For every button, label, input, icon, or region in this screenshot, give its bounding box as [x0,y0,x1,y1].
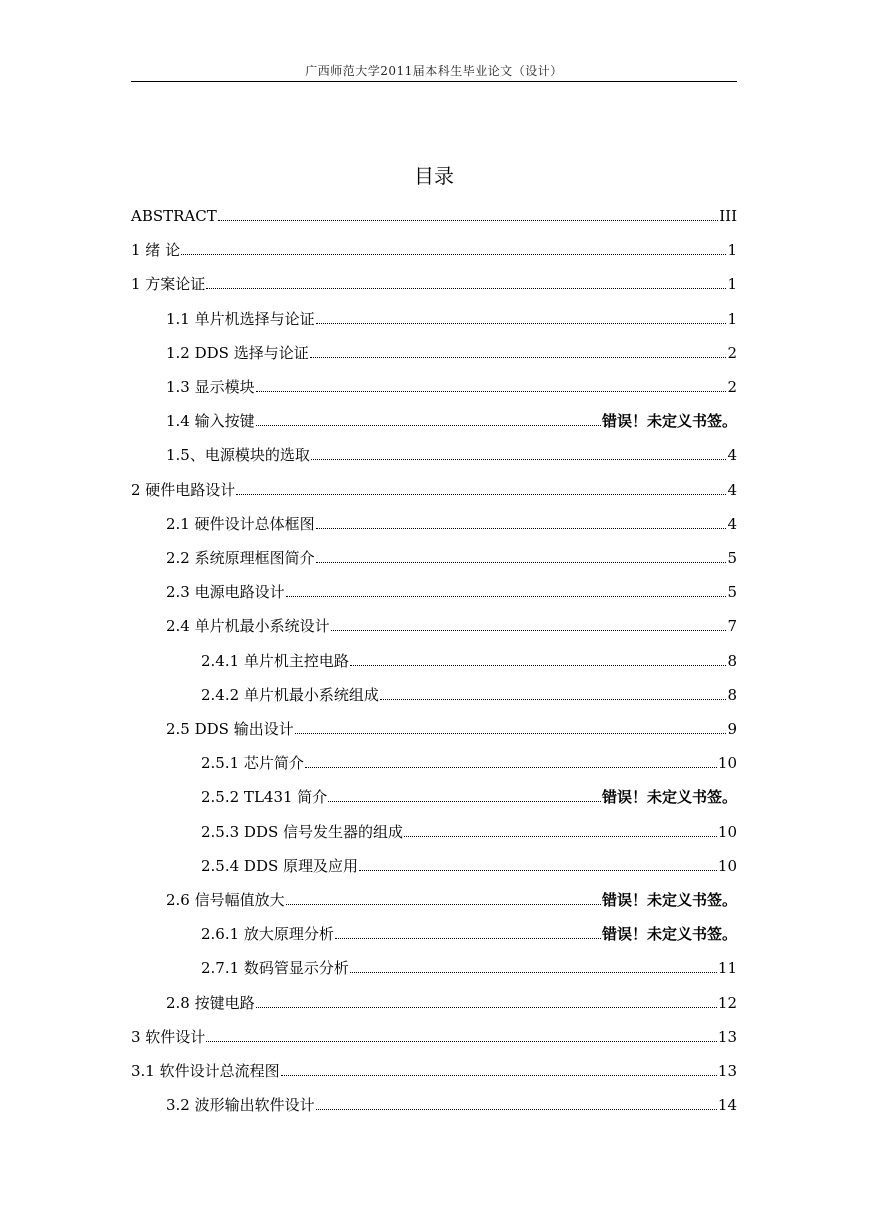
toc-dot-leader [404,836,717,837]
toc-entry-page: 10 [717,856,737,875]
toc-entry-page: 10 [717,754,737,773]
toc-entry[interactable] [131,303,737,329]
toc-entry-page: 2 [727,343,737,362]
toc-entry-label: 1.4 输入按键 [166,412,255,431]
toc-dot-leader [380,699,727,700]
toc-dot-leader [286,904,601,905]
toc-entry[interactable] [131,781,737,807]
toc-entry-page: 1 [727,241,737,260]
toc-entry-error: 错误！未定义书签。 [601,925,737,944]
toc-dot-leader [316,1109,717,1110]
toc-entry-label: 1.2 DDS 选择与论证 [166,343,309,362]
toc-entry-page: 8 [727,685,737,704]
toc-dot-leader [305,767,717,768]
toc-entry-page: 10 [717,822,737,841]
toc-entry[interactable] [131,337,737,363]
toc-title: 目录 [414,164,454,188]
toc-dot-leader [236,494,726,495]
toc-entry-label: 2.5.3 DDS 信号发生器的组成 [201,822,404,841]
toc-dot-leader [310,357,727,358]
toc-entry-label: 2.4.2 单片机最小系统组成 [201,685,379,704]
toc-entry-label: 3.2 波形输出软件设计 [166,1096,315,1115]
toc-entry-label: 2.5.2 TL431 简介 [201,788,328,807]
toc-entry-page: 5 [727,583,737,602]
toc-entry[interactable] [131,952,737,978]
toc-entry-page: III [719,207,737,225]
toc-entry[interactable] [131,474,737,500]
toc-entry-label: 2.1 硬件设计总体框图 [166,514,315,533]
toc-entry[interactable] [131,850,737,876]
toc-entry-page: 2 [727,378,737,396]
toc-entry-error: 错误！未定义书签。 [601,891,737,909]
toc-entry[interactable] [131,1089,737,1115]
toc-entry-page: 4 [727,480,737,499]
toc-entry-label: 2.2 系统原理框图简介 [166,549,315,567]
toc-entry-label: 2.7.1 数码管显示分析 [201,959,349,978]
toc-entry-label: 2.8 按键电路 [166,993,255,1012]
toc-entry-page: 13 [717,1062,737,1080]
toc-entry-page: 7 [727,617,737,636]
toc-dot-leader [295,733,727,734]
toc-entry-page: 14 [717,1096,737,1115]
toc-entry-label: 1 方案论证 [131,275,206,294]
header-rule [131,81,737,82]
toc-entry[interactable] [131,268,737,294]
toc-entry-label: 2.5.4 DDS 原理及应用 [201,856,359,875]
toc-entry[interactable] [131,918,737,944]
toc-entry[interactable] [131,679,737,705]
toc-entry[interactable] [131,1021,737,1047]
toc-entry[interactable] [131,645,737,671]
toc-entry[interactable] [131,816,737,842]
toc-entry-label: 2.4 单片机最小系统设计 [166,617,330,636]
toc-entry-page: 1 [727,275,737,294]
toc-entry[interactable] [131,713,737,739]
toc-dot-leader [316,562,727,563]
toc-entry[interactable] [131,439,737,465]
toc-entry-label: 1 绪 论 [131,241,181,260]
toc-dot-leader [181,254,726,255]
toc-dot-leader [256,391,727,392]
toc-entry-error: 错误！未定义书签。 [601,412,737,431]
toc-entry-label: 2.6.1 放大原理分析 [201,925,334,944]
toc-dot-leader [286,596,727,597]
toc-dot-leader [311,459,727,460]
toc-entry-page: 4 [727,446,737,465]
toc-entry-page: 11 [717,959,737,978]
toc-entry[interactable] [131,542,737,568]
toc-dot-leader [256,425,601,426]
toc-entry-label: 2.6 信号幅值放大 [166,891,285,909]
toc-dot-leader [350,665,727,666]
toc-entry-label: 2.3 电源电路设计 [166,583,285,602]
toc-entry-page: 12 [717,993,737,1012]
toc-dot-leader [359,870,717,871]
toc-dot-leader [256,1007,717,1008]
toc-dot-leader [331,630,727,631]
toc-dot-leader [218,220,718,221]
toc-entry-page: 9 [727,720,737,738]
toc-entry[interactable] [131,234,737,260]
toc-dot-leader [206,288,726,289]
toc-entry-label: ABSTRACT [131,207,217,225]
toc-dot-leader [281,1075,717,1076]
toc-entry[interactable] [131,200,737,226]
toc-entry[interactable] [131,508,737,534]
toc-dot-leader [335,938,601,939]
toc-entry[interactable] [131,405,737,431]
toc-entry-label: 2.4.1 单片机主控电路 [201,651,349,670]
toc-entry-label: 1.1 单片机选择与论证 [166,309,315,328]
toc-entry-label: 3.1 软件设计总流程图 [131,1062,280,1080]
toc-entry-page: 13 [717,1027,737,1046]
toc-entry-label: 2.5.1 芯片简介 [201,754,304,773]
toc-entry-label: 1.3 显示模块 [166,378,255,396]
toc-entry[interactable] [131,987,737,1013]
toc-entry-label: 1.5、电源模块的选取 [166,446,310,465]
toc-entry-page: 8 [727,651,737,670]
toc-entry-label: 3 软件设计 [131,1027,206,1046]
toc-entry[interactable] [131,747,737,773]
toc-entry[interactable] [131,371,737,397]
toc-entry[interactable] [131,576,737,602]
toc-entry-error: 错误！未定义书签。 [601,788,737,807]
toc-entry[interactable] [131,884,737,910]
toc-entry-page: 4 [727,514,737,533]
toc-entry[interactable] [131,1055,737,1081]
running-header: 广西师范大学2011届本科生毕业论文（设计） [305,64,563,78]
toc-entry-label: 2.5 DDS 输出设计 [166,720,294,738]
toc-dot-leader [206,1041,717,1042]
toc-entry-label: 2 硬件电路设计 [131,480,236,499]
toc-dot-leader [316,323,727,324]
toc-dot-leader [328,801,601,802]
toc-entry-page: 5 [727,549,737,567]
toc-dot-leader [316,528,727,529]
toc-dot-leader [350,972,717,973]
toc-entry[interactable] [131,610,737,636]
toc-entry-page: 1 [727,309,737,328]
